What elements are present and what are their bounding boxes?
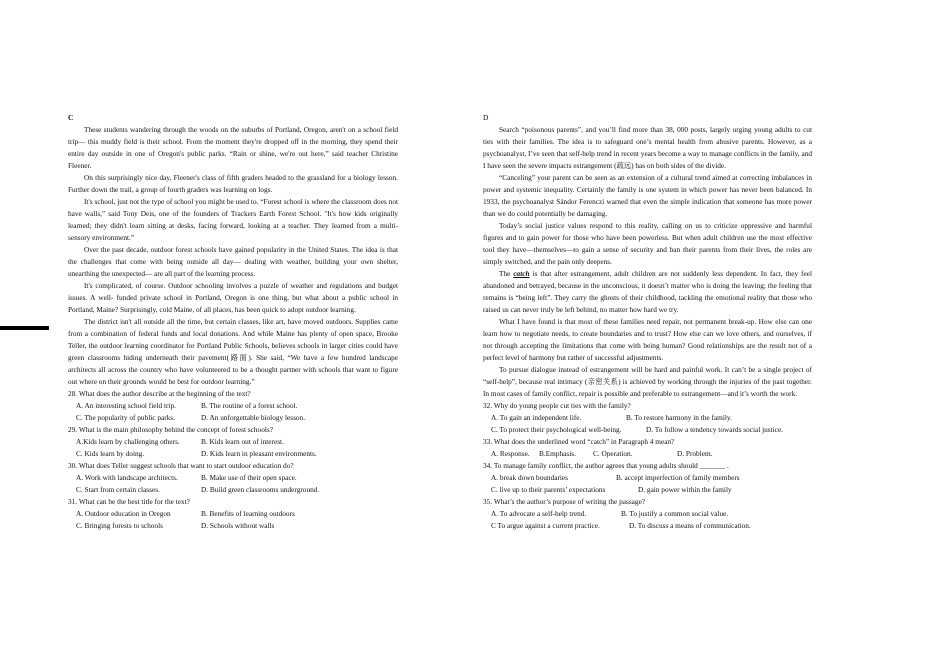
option-b: B. Benefits of learning outdoors bbox=[201, 509, 295, 518]
question-28: 28. What does the author describe at the beginning of the text? bbox=[68, 389, 251, 398]
passage-c-paragraph: It's school, just not the type of school you might be used to. “Forest school is where the classroom does not have walls,” said Tony Deis, one of the founders of Trackers Earth Forest School. "It's how kids originally learned; they didn't learn sitting at desks, facing forward, looking at a teacher. They learned from a multi- sensory environment.” bbox=[68, 197, 398, 242]
options-row bbox=[483, 520, 812, 532]
passage-d-catch-paragraph bbox=[483, 268, 812, 316]
option-a: A. An interesting school field trip. bbox=[76, 401, 176, 410]
question-35: 35. What’s the author’s purpose of writing the passage? bbox=[483, 497, 646, 506]
option-b: B. accept imperfection of family members bbox=[616, 473, 740, 482]
option-c: C. Operation. bbox=[593, 449, 633, 458]
option-c: C. Kids learn by doing. bbox=[76, 449, 145, 458]
option-b: B.Emphasis. bbox=[539, 449, 576, 458]
option-c: C. Start from certain classes. bbox=[76, 485, 160, 494]
passage-c-paragraph: It's complicated, of course. Outdoor schooling involves a puzzle of weather and regulations and budget issues. A well- funded private school in Portland, Oregon is one thing, but what about a public school in Portland, Maine? Surprisingly, cold Maine, of all places, has been quick to adopt outdoor learning. bbox=[68, 281, 398, 314]
options-row bbox=[483, 448, 812, 460]
options-row bbox=[68, 448, 398, 460]
option-b: B. To justify a common social value. bbox=[621, 509, 729, 518]
option-d: D. To discuss a means of communication. bbox=[629, 521, 751, 530]
option-c: C. Bringing forests to schools bbox=[76, 521, 163, 530]
option-c: C To argue against a current practice. bbox=[491, 521, 600, 530]
option-b: B. Kids learn out of interest. bbox=[201, 437, 284, 446]
option-c: C. To protect their psychological well-being. bbox=[491, 425, 622, 434]
options-row bbox=[483, 412, 812, 424]
options-row bbox=[68, 520, 398, 532]
underlined-word-catch: catch bbox=[513, 269, 530, 278]
passage-d-paragraph: Today’s social justice values respond to this reality, calling on us to criticize oppressive and harmful figures and to gain power for those who have been powerless. But when adult children use the most effective tool they have—themselves—to gain a sense of security and ban their parents from their lives, the roles are simply switched, and the pain only deepens. bbox=[483, 221, 812, 266]
option-a: A. To gain an independent life. bbox=[491, 413, 582, 422]
option-d: D. An unforgettable biology lesson. bbox=[201, 413, 306, 422]
passage-c-column bbox=[68, 112, 398, 532]
options-row bbox=[68, 436, 398, 448]
options-row bbox=[483, 508, 812, 520]
options-row bbox=[483, 424, 812, 436]
passage-c-paragraph: These students wandering through the woods on the suburbs of Portland, Oregon, aren't on a school field trip— this muddy field is their school. From the moment they're dropped off in the morning, they spend their entire day outside in one of Oregon's public parks. “Rain or shine, we're out here,” said teacher Christine Fleener. bbox=[68, 125, 398, 170]
options-row bbox=[68, 400, 398, 412]
question-33: 33. What does the underlined word “catch” in Paragraph 4 mean? bbox=[483, 437, 675, 446]
question-31: 31. What can be the best title for the text? bbox=[68, 497, 190, 506]
passage-d-heading: D bbox=[483, 113, 489, 122]
option-a: A. break down boundaries bbox=[491, 473, 569, 482]
option-c: C. live up to their parents’ expectations bbox=[491, 485, 606, 494]
option-b: B. The routine of a forest school. bbox=[201, 401, 298, 410]
option-b: B. To restore harmony in the family. bbox=[626, 413, 732, 422]
passage-c-paragraph: Over the past decade, outdoor forest schools have gained popularity in the United States. The idea is that the challenges that come with being outside all day— dealing with weather, building your own shelter, unearthing the unexpected— are all part of the learning process. bbox=[68, 245, 398, 278]
passage-d-column bbox=[483, 112, 812, 532]
option-d: D. gain power within the family bbox=[638, 485, 732, 494]
option-a: A.Kids learn by challenging others. bbox=[76, 437, 180, 446]
options-row bbox=[68, 484, 398, 496]
margin-bar bbox=[0, 326, 49, 330]
options-row bbox=[68, 412, 398, 424]
question-29: 29. What is the main philosophy behind the concept of forest schools? bbox=[68, 425, 273, 434]
passage-d-paragraph: What I have found is that most of these families need repair, not permanent break-up. How else can one learn how to negotiate needs, to create boundaries and to trust? How else can we love others, and ourselves, if not through accepting the limitations that come with being human? Good relationships are the result not of a perfect level of harmony but rather of successful adjustments. bbox=[483, 317, 812, 362]
option-d: D. To follow a tendency towards social justice. bbox=[646, 425, 783, 434]
options-row bbox=[483, 472, 812, 484]
option-a: A. To advocate a self-help trend. bbox=[491, 509, 587, 518]
catch-after: is that after estrangement, adult children are not suddenly less dependent. In fact, they feel abandoned and betrayed, because in the unconscious, it doesn’t matter who is doing the leaving; the feeling that remains is “being left”. They carry the ghosts of their childhood, tackling the emotional reality that those who raised us can never truly be left behind, no matter how hard we try. bbox=[483, 269, 812, 314]
option-d: D. Schools without walls bbox=[201, 521, 275, 530]
question-30: 30. What does Teller suggest schools that want to start outdoor education do? bbox=[68, 461, 294, 470]
passage-c-heading: C bbox=[68, 113, 74, 122]
options-row bbox=[68, 508, 398, 520]
option-c: C. The popularity of public parks. bbox=[76, 413, 175, 422]
option-b: B. Make use of their open space. bbox=[201, 473, 297, 482]
options-row bbox=[68, 472, 398, 484]
catch-before: The bbox=[499, 269, 514, 278]
question-32: 32. Why do young people cut ties with the family? bbox=[483, 401, 631, 410]
passage-c-paragraph: On this surprisingly nice day, Fleener's class of fifth graders headed to the grassland for a biology lesson. Further down the trail, a group of fourth graders was learning on logs. bbox=[68, 173, 398, 194]
passage-c-paragraph: The district isn't all outside all the time, but certain classes, like art, have moved outdoors. Supplies came from a combination of federal funds and local donations. And while Maine has plenty of open space, Brooke Teller, the outdoor learning coordinator for Portland Public Schools, believes schools in larger cities could have green classrooms hiding underneath their pavement(路面). She said, “We have a few hundred landscape architects all across the country who have volunteered to be a thought partner with schools that want to figure out where on their grounds would be best for outdoor learning.” bbox=[68, 317, 398, 386]
option-a: A. Work with landscape architects. bbox=[76, 473, 178, 482]
question-34: 34. To manage family conflict, the author agrees that young adults should _______ . bbox=[483, 461, 729, 470]
option-a: A. Response. bbox=[491, 449, 530, 458]
passage-d-paragraph: “Canceling” your parent can be seen as an extension of a cultural trend aimed at correcting imbalances in power and systemic inequality. Certainly the family is one system in which power has never been balanced. In 1933, the psychoanalyst Sándor Ferenczi warned that even the simple indication that someone has more power than we do could potentially be damaging. bbox=[483, 173, 812, 218]
passage-d-paragraph: To pursue dialogue instead of estrangement will be hard and painful work. It can’t be a single project of “self-help”, because real intimacy (亲密关系) is achieved by working through the injuries of the past together. In most cases of family conflict, repair is possible and preferable to estrangement—and it’s worth the work. bbox=[483, 365, 812, 398]
option-d: D. Problem. bbox=[677, 449, 713, 458]
option-d: D. Kids learn in pleasant environments. bbox=[201, 449, 317, 458]
passage-d-paragraph: Search “poisonous parents”, and you’ll find more than 38, 000 posts, largely urging young adults to cut ties with their families. The idea is to safeguard one’s mental health from abusive parents. However, as a psychoanalyst, I’ve seen that self-help trend in recent years become a way to manage conflicts in the family, and I have seen the severe impacts estrangement (疏远) has on both sides of the divide. bbox=[483, 125, 812, 170]
option-d: D. Build green classrooms underground. bbox=[201, 485, 320, 494]
options-row bbox=[483, 484, 812, 496]
option-a: A. Outdoor education in Oregon bbox=[76, 509, 171, 518]
